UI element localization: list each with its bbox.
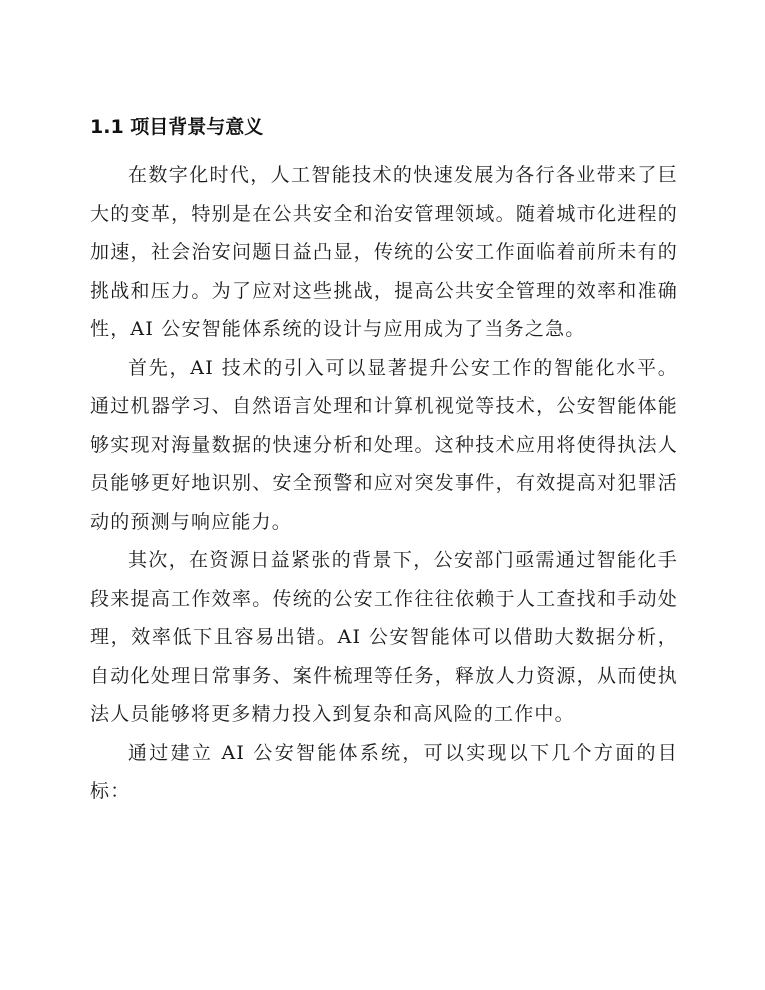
paragraph-goals-intro: 通过建立 AI 公安智能体系统，可以实现以下几个方面的目标： (90, 741, 678, 802)
paragraph-background: 在数字化时代，人工智能技术的快速发展为各行各业带来了巨大的变革，特别是在公共安全和治安管理领域。随着城市化进程的加速，社会治安问题日益凸显，传统的公安工作面临着前所未有的挑战和压力。为了应对这些挑战，提高公共安全管理的效率和准确性，AI 公安智能体系统的设计与应用成为了当务之急。 (90, 164, 678, 340)
section-heading: 1.1 项目背景与意义 (90, 116, 264, 138)
paragraph-first: 首先，AI 技术的引入可以显著提升公安工作的智能化水平。通过机器学习、自然语言处理和计算机视觉等技术，公安智能体能够实现对海量数据的快速分析和处理。这种技术应用将使得执法人员能够更好地识别、安全预警和应对突发事件，有效提高对犯罪活动的预测与响应能力。 (90, 356, 678, 533)
body-text (90, 156, 678, 811)
paragraph-second: 其次，在资源日益紧张的背景下，公安部门亟需通过智能化手段来提高工作效率。传统的公安工作往往依赖于人工查找和手动处理，效率低下且容易出错。AI 公安智能体可以借助大数据分析，自动化处理日常事务、案件梳理等任务，释放人力资源，从而使执法人员能够将更多精力投入到复杂和高风险的工作中。 (90, 549, 678, 725)
